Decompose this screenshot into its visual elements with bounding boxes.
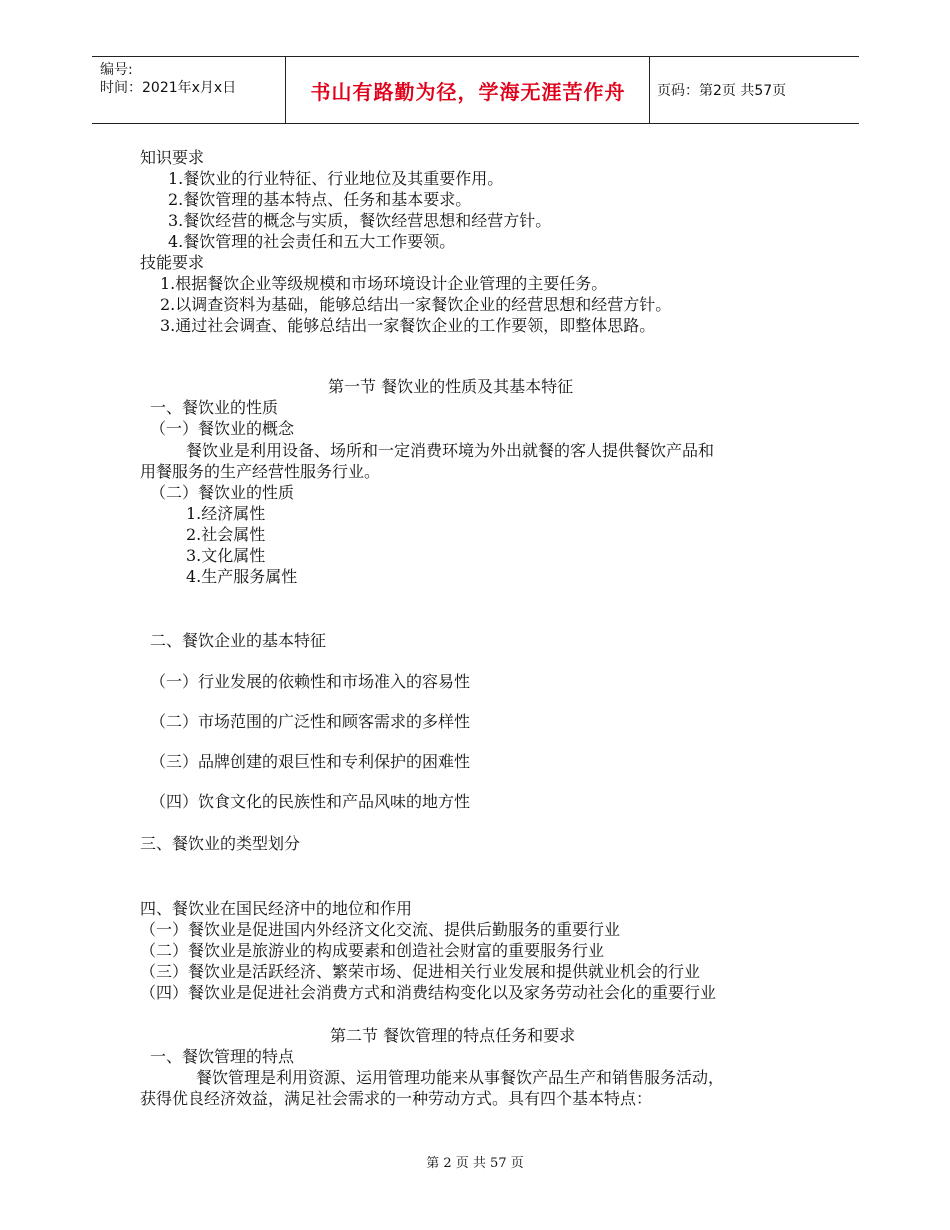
skills-item: 1.根据餐饮企业等级规模和市场环境设计企业管理的主要任务。 bbox=[160, 274, 608, 293]
time-label: 时间：2021年x月x日 bbox=[100, 80, 237, 96]
role-item: （二）餐饮业是旅游业的构成要素和创造社会财富的重要服务行业 bbox=[140, 941, 605, 960]
skills-title: 技能要求 bbox=[140, 253, 205, 272]
header-divider bbox=[285, 57, 286, 123]
attribute-item: 3.文化属性 bbox=[186, 546, 266, 565]
paragraph-line: 餐饮业是利用设备、场所和一定消费环境为外出就餐的客人提供餐饮产品和 bbox=[186, 441, 715, 460]
heading-4: 四、餐饮业在国民经济中的地位和作用 bbox=[140, 899, 413, 918]
subheading: （一）餐饮业的概念 bbox=[150, 419, 295, 438]
document-header bbox=[92, 56, 859, 124]
knowledge-item: 1.餐饮业的行业特征、行业地位及其重要作用。 bbox=[168, 169, 504, 188]
feature-item: （二）市场范围的广泛性和顾客需求的多样性 bbox=[150, 712, 471, 731]
knowledge-title: 知识要求 bbox=[140, 148, 205, 167]
subheading: （二）餐饮业的性质 bbox=[150, 483, 295, 502]
heading-2: 二、餐饮企业的基本特征 bbox=[150, 631, 327, 650]
attribute-item: 2.社会属性 bbox=[186, 525, 266, 544]
knowledge-item: 2.餐饮管理的基本特点、任务和基本要求。 bbox=[168, 190, 472, 209]
feature-item: （一）行业发展的依赖性和市场准入的容易性 bbox=[150, 672, 471, 691]
role-item: （四）餐饮业是促进社会消费方式和消费结构变化以及家务劳动社会化的重要行业 bbox=[140, 983, 717, 1002]
heading-1: 一、餐饮管理的特点 bbox=[150, 1047, 295, 1066]
paragraph-line: 用餐服务的生产经营性服务行业。 bbox=[140, 462, 381, 481]
attribute-item: 1.经济属性 bbox=[186, 504, 266, 523]
section-title: 第一节 餐饮业的性质及其基本特征 bbox=[328, 377, 574, 396]
heading-1: 一、餐饮业的性质 bbox=[150, 398, 279, 417]
knowledge-item: 3.餐饮经营的概念与实质，餐饮经营思想和经营方针。 bbox=[168, 211, 552, 230]
role-item: （一）餐饮业是促进国内外经济文化交流、提供后勤服务的重要行业 bbox=[140, 920, 621, 939]
skills-item: 2.以调查资料为基础，能够总结出一家餐饮企业的经营思想和经营方针。 bbox=[160, 295, 672, 314]
skills-item: 3.通过社会调查、能够总结出一家餐饮企业的工作要领，即整体思路。 bbox=[160, 316, 656, 335]
heading-3: 三、餐饮业的类型划分 bbox=[140, 834, 301, 853]
header-meta bbox=[100, 61, 236, 97]
attribute-item: 4.生产服务属性 bbox=[186, 567, 298, 586]
paragraph-line: 餐饮管理是利用资源、运用管理功能来从事餐饮产品生产和销售服务活动， bbox=[196, 1068, 725, 1087]
feature-item: （三）品牌创建的艰巨性和专利保护的困难性 bbox=[150, 752, 471, 771]
page-footer: 第 2 页 共 57 页 bbox=[426, 1156, 524, 1171]
role-item: （三）餐饮业是活跃经济、繁荣市场、促进相关行业发展和提供就业机会的行业 bbox=[140, 962, 701, 981]
knowledge-item: 4.餐饮管理的社会责任和五大工作要领。 bbox=[168, 232, 456, 251]
feature-item: （四）饮食文化的民族性和产品风味的地方性 bbox=[150, 792, 471, 811]
section-title: 第二节 餐饮管理的特点任务和要求 bbox=[330, 1026, 576, 1045]
number-label: 编号: bbox=[100, 62, 133, 78]
header-divider bbox=[649, 57, 650, 123]
header-motto: 书山有路勤为径，学海无涯苦作舟 bbox=[310, 79, 626, 104]
paragraph-line: 获得优良经济效益，满足社会需求的一种劳动方式。具有四个基本特点： bbox=[140, 1089, 653, 1108]
header-page-info: 页码：第2页 共57页 bbox=[657, 83, 787, 99]
